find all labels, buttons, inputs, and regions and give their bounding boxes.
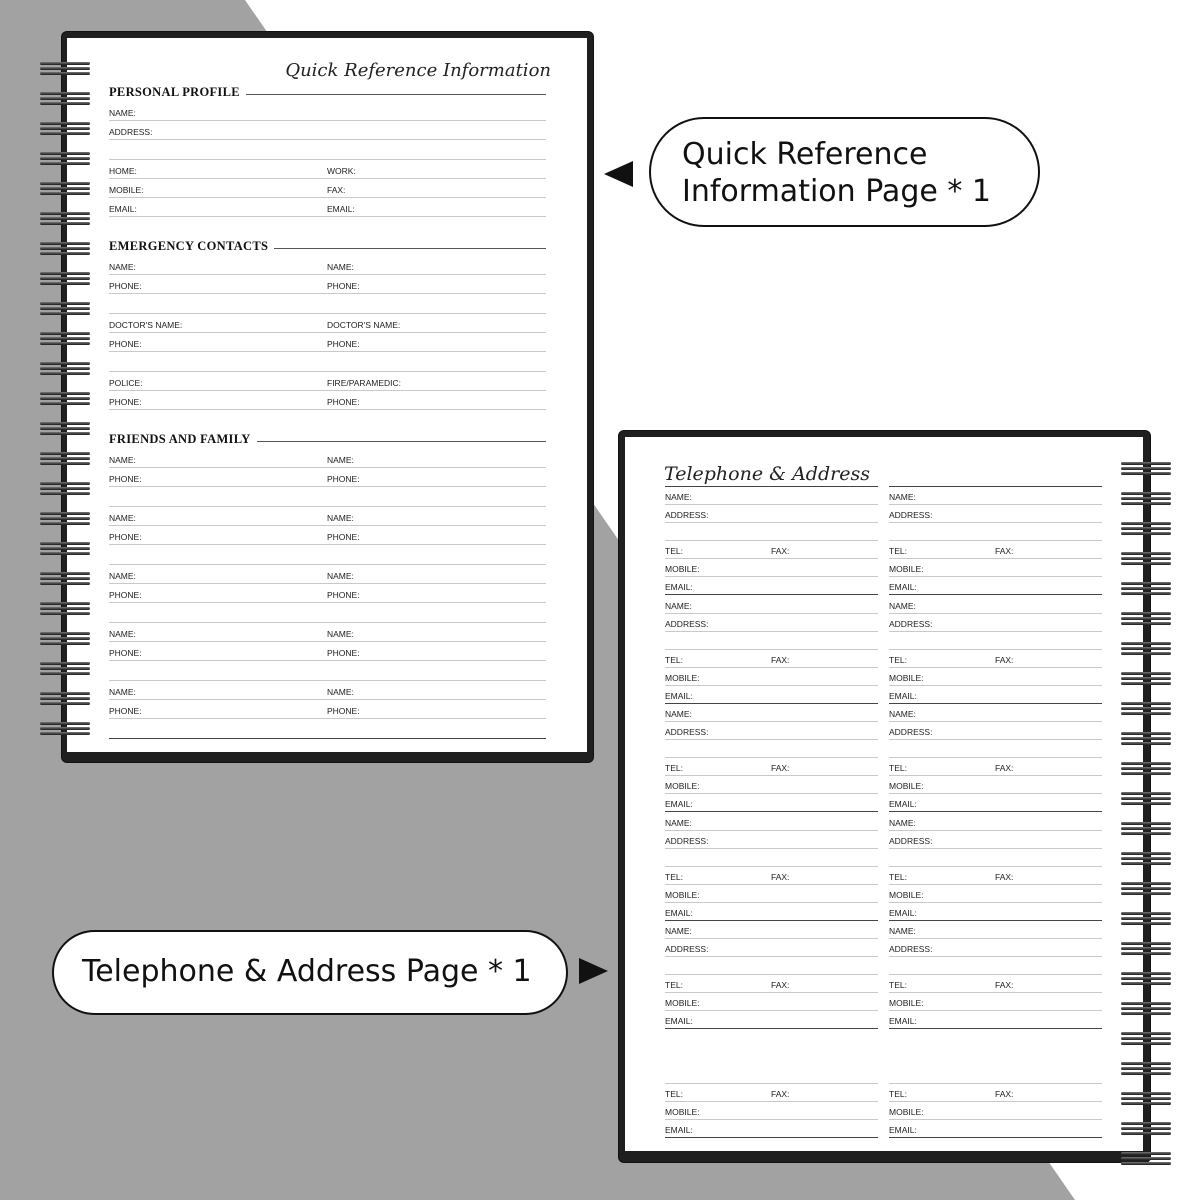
- contact-fax-label: FAX:: [771, 1089, 790, 1099]
- contact-mobile-label: MOBILE:: [889, 998, 924, 1008]
- name-label: NAME:: [109, 455, 136, 465]
- phone-label: PHONE:: [109, 532, 142, 542]
- form-line: [665, 974, 878, 975]
- form-line: [665, 522, 878, 523]
- section-friends-and-family: FRIENDS AND FAMILY: [109, 432, 257, 447]
- form-line: [109, 371, 546, 372]
- form-line: [665, 848, 878, 849]
- name-label: NAME:: [327, 513, 354, 523]
- form-line: [109, 332, 546, 333]
- form-line: [889, 522, 1102, 523]
- form-line: [889, 739, 1102, 740]
- form-line: [889, 721, 1102, 722]
- contact-email-label: EMAIL:: [665, 908, 693, 918]
- home-label: HOME:: [109, 166, 137, 176]
- form-line: [665, 739, 878, 740]
- fire_paramedic-label: FIRE/PARAMEDIC:: [327, 378, 401, 388]
- form-line: [665, 703, 878, 704]
- spiral-ring: [1121, 1122, 1171, 1138]
- phone-label: PHONE:: [327, 339, 360, 349]
- form-line: [665, 1083, 878, 1084]
- contact-email-label: EMAIL:: [889, 1125, 917, 1135]
- form-line: [889, 902, 1102, 903]
- contact-mobile-label: MOBILE:: [665, 781, 700, 791]
- form-line: [889, 558, 1102, 559]
- spiral-ring: [40, 362, 90, 378]
- contact-fax-label: FAX:: [995, 980, 1014, 990]
- phone-label: PHONE:: [327, 706, 360, 716]
- contact-fax-label: FAX:: [995, 546, 1014, 556]
- form-line: [889, 920, 1102, 921]
- phone-label: PHONE:: [109, 590, 142, 600]
- form-line: [109, 293, 546, 294]
- spiral-ring: [1121, 1062, 1171, 1078]
- form-line: [109, 699, 546, 700]
- spiral-ring: [1121, 972, 1171, 988]
- name-label: NAME:: [109, 629, 136, 639]
- contact-address-label: ADDRESS:: [665, 836, 709, 846]
- form-line: [665, 1137, 878, 1138]
- contact-mobile-label: MOBILE:: [889, 890, 924, 900]
- form-line: [109, 351, 546, 352]
- spiral-ring: [1121, 882, 1171, 898]
- spiral-ring: [1121, 1032, 1171, 1048]
- contact-mobile-label: MOBILE:: [665, 673, 700, 683]
- spiral-ring: [1121, 672, 1171, 688]
- form-line: [109, 467, 546, 468]
- contact-email-label: EMAIL:: [889, 799, 917, 809]
- contact-email-label: EMAIL:: [665, 582, 693, 592]
- arrow-right-icon: [579, 958, 608, 984]
- name-label: NAME:: [327, 455, 354, 465]
- form-line: [665, 902, 878, 903]
- form-line: [109, 486, 546, 487]
- contact-mobile-label: MOBILE:: [665, 1107, 700, 1117]
- form-line: [889, 1137, 1102, 1138]
- form-line: [109, 216, 546, 217]
- contact-mobile-label: MOBILE:: [889, 781, 924, 791]
- form-line: [665, 1010, 878, 1011]
- form-line: [665, 576, 878, 577]
- name-label: NAME:: [109, 513, 136, 523]
- email-label: EMAIL:: [327, 204, 355, 214]
- form-line: [665, 1101, 878, 1102]
- form-line: [109, 139, 546, 140]
- phone-label: PHONE:: [327, 590, 360, 600]
- spiral-ring: [40, 152, 90, 168]
- contact-tel-label: TEL:: [889, 763, 907, 773]
- section-emergency-contacts: EMERGENCY CONTACTS: [109, 239, 274, 254]
- contact-fax-label: FAX:: [771, 546, 790, 556]
- quick-reference-callout: [649, 117, 1040, 227]
- form-line: [665, 685, 878, 686]
- form-line: [665, 613, 878, 614]
- contact-name-label: NAME:: [665, 492, 692, 502]
- form-line: [889, 974, 1102, 975]
- quick-reference-page: [67, 38, 587, 752]
- form-line: [109, 602, 546, 603]
- form-line: [665, 920, 878, 921]
- form-line: [889, 793, 1102, 794]
- doctors_name-label: DOCTOR'S NAME:: [109, 320, 183, 330]
- form-line: [109, 564, 546, 565]
- form-line: [889, 866, 1102, 867]
- form-line: [665, 540, 878, 541]
- spiral-ring: [40, 422, 90, 438]
- contact-address-label: ADDRESS:: [889, 619, 933, 629]
- spiral-ring: [1121, 522, 1171, 538]
- contact-email-label: EMAIL:: [665, 799, 693, 809]
- form-line: [889, 884, 1102, 885]
- spiral-ring: [40, 272, 90, 288]
- contact-mobile-label: MOBILE:: [665, 998, 700, 1008]
- form-line: [109, 738, 546, 739]
- contact-email-label: EMAIL:: [889, 908, 917, 918]
- spiral-ring: [40, 722, 90, 738]
- name-label: NAME:: [327, 262, 354, 272]
- spiral-ring: [1121, 762, 1171, 778]
- spiral-ring: [40, 452, 90, 468]
- form-line: [109, 274, 546, 275]
- form-line: [109, 525, 546, 526]
- contact-tel-label: TEL:: [665, 1089, 683, 1099]
- spiral-ring: [40, 512, 90, 528]
- contact-email-label: EMAIL:: [665, 691, 693, 701]
- contact-tel-label: TEL:: [665, 872, 683, 882]
- spiral-ring: [1121, 792, 1171, 808]
- contact-address-label: ADDRESS:: [889, 836, 933, 846]
- form-line: [665, 992, 878, 993]
- contact-tel-label: TEL:: [889, 546, 907, 556]
- form-line: [109, 506, 546, 507]
- name-label: NAME:: [327, 571, 354, 581]
- name-label: NAME:: [109, 108, 136, 118]
- spiral-ring: [40, 122, 90, 138]
- contact-name-label: NAME:: [665, 926, 692, 936]
- form-line: [109, 159, 546, 160]
- contact-fax-label: FAX:: [771, 655, 790, 665]
- form-line: [109, 660, 546, 661]
- spiral-ring: [40, 242, 90, 258]
- form-line: [889, 649, 1102, 650]
- contact-fax-label: FAX:: [771, 763, 790, 773]
- name-label: NAME:: [327, 687, 354, 697]
- contact-email-label: EMAIL:: [889, 582, 917, 592]
- contact-address-label: ADDRESS:: [889, 510, 933, 520]
- form-line: [665, 830, 878, 831]
- form-line: [109, 622, 546, 623]
- form-line: [889, 811, 1102, 812]
- form-line: [665, 504, 878, 505]
- contact-tel-label: TEL:: [889, 655, 907, 665]
- form-line: [665, 558, 878, 559]
- form-line: [889, 1028, 1102, 1029]
- contact-name-label: NAME:: [889, 926, 916, 936]
- contact-tel-label: TEL:: [889, 1089, 907, 1099]
- contact-mobile-label: MOBILE:: [889, 564, 924, 574]
- form-line: [889, 540, 1102, 541]
- contact-tel-label: TEL:: [889, 872, 907, 882]
- spiral-ring: [1121, 582, 1171, 598]
- form-line: [109, 544, 546, 545]
- contact-address-label: ADDRESS:: [665, 727, 709, 737]
- spiral-ring: [1121, 1152, 1171, 1168]
- form-line: [109, 641, 546, 642]
- form-line: [665, 775, 878, 776]
- form-line: [889, 848, 1102, 849]
- form-line: [889, 703, 1102, 704]
- form-line: [889, 504, 1102, 505]
- form-line: [109, 313, 546, 314]
- phone-label: PHONE:: [109, 648, 142, 658]
- police-label: POLICE:: [109, 378, 143, 388]
- spiral-ring: [40, 182, 90, 198]
- form-line: [665, 793, 878, 794]
- telephone-callout: [52, 930, 568, 1015]
- phone-label: PHONE:: [327, 474, 360, 484]
- contact-email-label: EMAIL:: [889, 1016, 917, 1026]
- form-line: [665, 721, 878, 722]
- form-line: [889, 757, 1102, 758]
- spiral-ring: [1121, 642, 1171, 658]
- form-line: [109, 680, 546, 681]
- spiral-ring: [1121, 852, 1171, 868]
- contact-name-label: NAME:: [889, 492, 916, 502]
- form-line: [665, 631, 878, 632]
- email-label: EMAIL:: [109, 204, 137, 214]
- contact-name-label: NAME:: [889, 709, 916, 719]
- quick-reference-callout-line2: Information Page * 1: [682, 174, 991, 209]
- form-line: [889, 594, 1102, 595]
- spiral-ring: [1121, 912, 1171, 928]
- form-line: [665, 757, 878, 758]
- form-line: [889, 830, 1102, 831]
- form-line: [665, 884, 878, 885]
- contact-fax-label: FAX:: [995, 1089, 1014, 1099]
- quick-reference-title: Quick Reference Information: [285, 60, 551, 81]
- contact-tel-label: TEL:: [665, 546, 683, 556]
- spiral-ring: [1121, 822, 1171, 838]
- spiral-ring: [40, 392, 90, 408]
- spiral-ring: [40, 692, 90, 708]
- form-line: [109, 178, 546, 179]
- telephone-callout-text: Telephone & Address Page * 1: [82, 954, 532, 989]
- form-line: [665, 956, 878, 957]
- form-line: [889, 613, 1102, 614]
- form-line: [889, 956, 1102, 957]
- form-line: [889, 1101, 1102, 1102]
- contact-address-label: ADDRESS:: [665, 510, 709, 520]
- form-line: [665, 1119, 878, 1120]
- contact-name-label: NAME:: [665, 818, 692, 828]
- work-label: WORK:: [327, 166, 356, 176]
- spiral-ring: [40, 632, 90, 648]
- form-line: [889, 775, 1102, 776]
- form-line: [665, 1028, 878, 1029]
- spiral-ring: [40, 332, 90, 348]
- spiral-ring: [1121, 702, 1171, 718]
- form-line: [889, 685, 1102, 686]
- form-line: [109, 390, 546, 391]
- phone-label: PHONE:: [109, 281, 142, 291]
- contact-tel-label: TEL:: [665, 655, 683, 665]
- fax-label: FAX:: [327, 185, 346, 195]
- form-line: [889, 667, 1102, 668]
- phone-label: PHONE:: [327, 397, 360, 407]
- contact-fax-label: FAX:: [771, 872, 790, 882]
- spiral-ring: [40, 212, 90, 228]
- spiral-ring: [1121, 612, 1171, 628]
- contact-email-label: EMAIL:: [665, 1016, 693, 1026]
- contact-name-label: NAME:: [889, 818, 916, 828]
- contact-name-label: NAME:: [665, 709, 692, 719]
- form-line: [889, 1083, 1102, 1084]
- spiral-ring: [1121, 732, 1171, 748]
- contact-fax-label: FAX:: [995, 872, 1014, 882]
- spiral-ring: [40, 572, 90, 588]
- address-label: ADDRESS:: [109, 127, 153, 137]
- contact-mobile-label: MOBILE:: [889, 673, 924, 683]
- form-line: [109, 197, 546, 198]
- spiral-ring: [40, 482, 90, 498]
- contact-name-label: NAME:: [665, 601, 692, 611]
- form-line: [665, 594, 878, 595]
- contact-fax-label: FAX:: [771, 980, 790, 990]
- name-label: NAME:: [109, 687, 136, 697]
- phone-label: PHONE:: [109, 706, 142, 716]
- telephone-address-title: Telephone & Address: [664, 463, 870, 485]
- form-line: [889, 576, 1102, 577]
- spiral-ring: [40, 662, 90, 678]
- contact-tel-label: TEL:: [889, 980, 907, 990]
- form-line: [665, 649, 878, 650]
- form-line: [889, 938, 1102, 939]
- contact-tel-label: TEL:: [665, 763, 683, 773]
- spiral-ring: [40, 302, 90, 318]
- spiral-ring: [40, 602, 90, 618]
- contact-email-label: EMAIL:: [665, 1125, 693, 1135]
- form-line: [665, 866, 878, 867]
- spiral-ring: [1121, 1002, 1171, 1018]
- telephone-address-page: [625, 437, 1143, 1151]
- contact-mobile-label: MOBILE:: [665, 890, 700, 900]
- contact-address-label: ADDRESS:: [889, 944, 933, 954]
- spiral-ring: [1121, 942, 1171, 958]
- name-label: NAME:: [109, 262, 136, 272]
- phone-label: PHONE:: [327, 281, 360, 291]
- name-label: NAME:: [109, 571, 136, 581]
- telephone-notebook: [619, 431, 1150, 1162]
- phone-label: PHONE:: [327, 532, 360, 542]
- quick-reference-notebook: [62, 32, 593, 762]
- name-label: NAME:: [327, 629, 354, 639]
- phone-label: PHONE:: [109, 474, 142, 484]
- spiral-ring: [40, 92, 90, 108]
- form-line: [665, 486, 878, 487]
- spiral-ring: [1121, 552, 1171, 568]
- form-line: [889, 486, 1102, 487]
- contact-address-label: ADDRESS:: [665, 944, 709, 954]
- contact-mobile-label: MOBILE:: [665, 564, 700, 574]
- spiral-ring: [1121, 462, 1171, 478]
- section-personal-profile: PERSONAL PROFILE: [109, 85, 246, 100]
- spiral-ring: [1121, 492, 1171, 508]
- form-line: [889, 631, 1102, 632]
- arrow-left-icon: [604, 161, 633, 187]
- form-line: [665, 811, 878, 812]
- contact-fax-label: FAX:: [995, 655, 1014, 665]
- form-line: [109, 718, 546, 719]
- phone-label: PHONE:: [327, 648, 360, 658]
- contact-address-label: ADDRESS:: [665, 619, 709, 629]
- mobile-label: MOBILE:: [109, 185, 144, 195]
- form-line: [889, 1119, 1102, 1120]
- form-line: [109, 409, 546, 410]
- phone-label: PHONE:: [109, 339, 142, 349]
- contact-email-label: EMAIL:: [889, 691, 917, 701]
- form-line: [665, 667, 878, 668]
- form-line: [109, 120, 546, 121]
- contact-name-label: NAME:: [889, 601, 916, 611]
- contact-mobile-label: MOBILE:: [889, 1107, 924, 1117]
- form-line: [889, 992, 1102, 993]
- phone-label: PHONE:: [109, 397, 142, 407]
- contact-fax-label: FAX:: [995, 763, 1014, 773]
- doctors_name-label: DOCTOR'S NAME:: [327, 320, 401, 330]
- form-line: [109, 583, 546, 584]
- spiral-ring: [40, 542, 90, 558]
- contact-tel-label: TEL:: [665, 980, 683, 990]
- spiral-ring: [1121, 1092, 1171, 1108]
- contact-address-label: ADDRESS:: [889, 727, 933, 737]
- form-line: [665, 938, 878, 939]
- form-line: [889, 1010, 1102, 1011]
- spiral-ring: [40, 62, 90, 78]
- quick-reference-callout-line1: Quick Reference: [682, 137, 928, 172]
